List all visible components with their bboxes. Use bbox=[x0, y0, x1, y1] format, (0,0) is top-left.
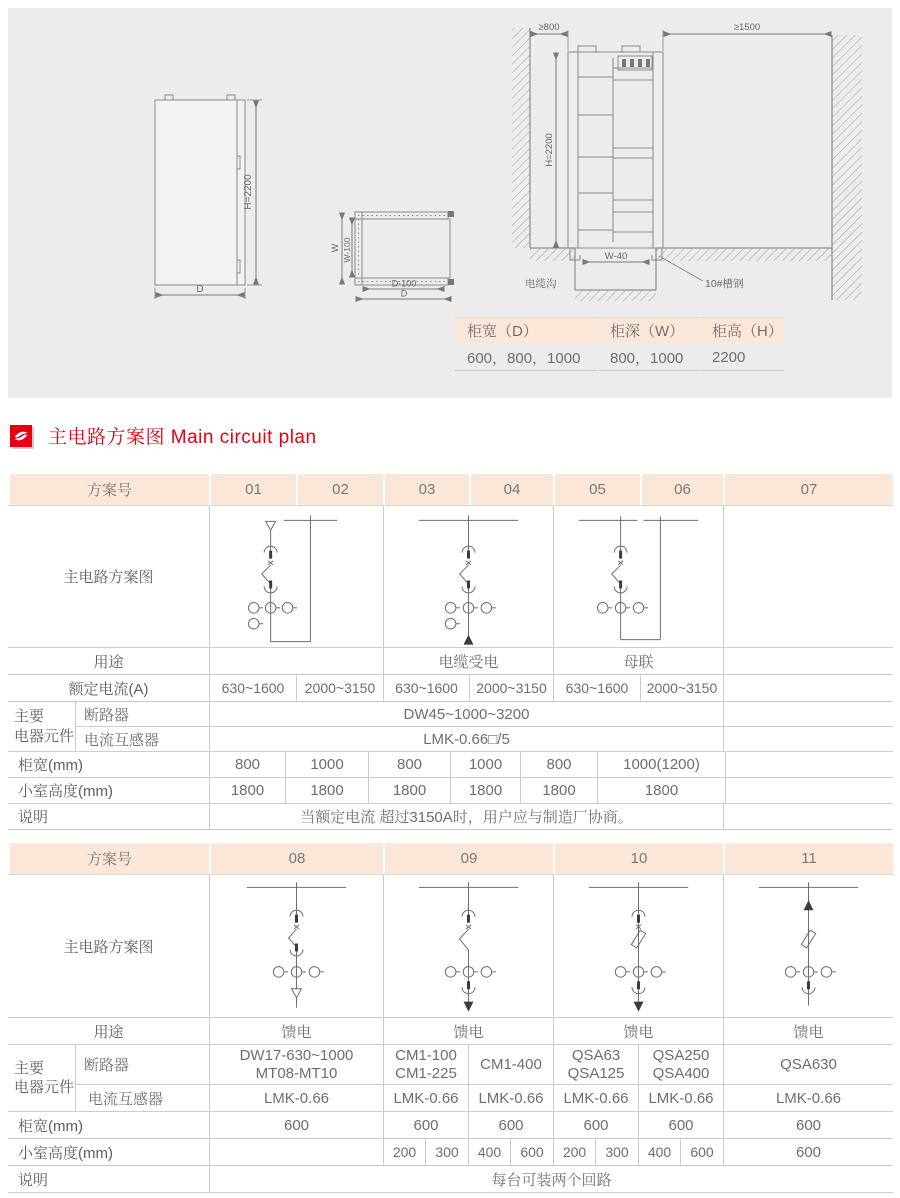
t2-width-08: 600 bbox=[209, 1112, 383, 1138]
t1-header-03: 03 bbox=[383, 474, 469, 505]
top-view-inner-width-dim: W-100 bbox=[342, 237, 352, 263]
t1-note-value: 当额定电流 超过3150A时，用户应与制造厂协商。 bbox=[209, 804, 723, 829]
main-circuit-table-01-07 bbox=[8, 474, 893, 830]
t1-header-02: 02 bbox=[296, 474, 383, 505]
t1-usage-01-02 bbox=[209, 648, 383, 674]
install-height-dim: H=2200 bbox=[544, 133, 555, 167]
scheme-01-02-diagram bbox=[209, 506, 383, 647]
t1-height-03: 1800 bbox=[368, 778, 450, 803]
t1-current-06: 2000~3150 bbox=[640, 675, 723, 701]
section-title: 主电路方案图 Main circuit plan bbox=[48, 427, 317, 448]
t2-height-11: 600 bbox=[723, 1139, 893, 1165]
t1-breaker-label: 断路器 bbox=[76, 702, 209, 727]
t2-width-09a: 600 bbox=[383, 1112, 468, 1138]
t1-height-label: 小室高度(mm) bbox=[18, 783, 113, 800]
t2-usage-08: 馈电 bbox=[209, 1018, 383, 1044]
dim-value-height: 2200 bbox=[700, 344, 784, 371]
t2-diagram-row-label: 主电路方案图 bbox=[63, 938, 154, 956]
t1-header-01: 01 bbox=[209, 474, 296, 505]
t1-height-02: 1800 bbox=[285, 778, 368, 803]
dim-col-header-height: 柜高（H） bbox=[700, 317, 784, 343]
scheme-07-diagram-empty bbox=[723, 506, 893, 647]
t1-current-07 bbox=[723, 675, 893, 701]
t2-header-11: 11 bbox=[723, 843, 893, 874]
t2-breaker-11: QSA630 bbox=[724, 1045, 893, 1085]
technical-drawings-panel bbox=[8, 8, 892, 398]
t1-header-06: 06 bbox=[640, 474, 723, 505]
dim-col-header-depth: 柜深（W） bbox=[598, 317, 699, 343]
base-width-dim: W-40 bbox=[604, 251, 628, 262]
t2-height-09-3: 400 bbox=[468, 1139, 510, 1165]
top-view-inner-depth-dim: D-100 bbox=[391, 278, 417, 289]
right-clearance-dim: ≥1500 bbox=[733, 22, 761, 33]
t2-breaker-09a: CM1-100 CM1-225 bbox=[384, 1045, 468, 1085]
t2-breaker-08: DW17-630~1000 MT08-MT10 bbox=[210, 1045, 383, 1085]
scheme-03-04-diagram bbox=[383, 506, 553, 647]
t2-ct-09b: LMK-0.66 bbox=[478, 1089, 544, 1107]
t1-width-03: 800 bbox=[368, 752, 450, 777]
t2-breaker-10a: QSA63 QSA125 bbox=[554, 1045, 638, 1085]
t2-height-10-1: 200 bbox=[553, 1139, 595, 1165]
t1-width-01: 800 bbox=[209, 752, 285, 777]
top-view-width-dim: W bbox=[330, 243, 340, 253]
t2-ct-10b: LMK-0.66 bbox=[648, 1089, 714, 1107]
t1-usage-label: 用途 bbox=[93, 653, 124, 671]
t1-note-label: 说明 bbox=[18, 809, 49, 826]
scheme-11-diagram bbox=[723, 875, 893, 1017]
t1-height-04: 1800 bbox=[450, 778, 520, 803]
cabinet-installation-view bbox=[512, 22, 862, 301]
t2-height-10-4: 600 bbox=[680, 1139, 723, 1165]
channel-steel-label: 10#槽钢 bbox=[705, 278, 744, 290]
t1-usage-07 bbox=[723, 648, 893, 674]
t2-height-label: 小室高度(mm) bbox=[18, 1144, 113, 1162]
brand-logo-icon bbox=[10, 425, 32, 447]
side-view-height-dim: H=2200 bbox=[243, 174, 254, 210]
scheme-08-diagram bbox=[209, 875, 383, 1017]
t2-note-value: 每台可装两个回路 bbox=[209, 1166, 893, 1192]
cable-trench-label: 电缆沟 bbox=[525, 278, 557, 290]
t2-height-08 bbox=[209, 1139, 383, 1165]
t2-breaker-label: 断路器 bbox=[76, 1045, 209, 1085]
t1-header-07: 07 bbox=[723, 474, 893, 505]
t2-height-09-4: 600 bbox=[510, 1139, 553, 1165]
t2-header-09: 09 bbox=[383, 843, 553, 874]
t1-header-05: 05 bbox=[553, 474, 640, 505]
t1-header-04: 04 bbox=[469, 474, 553, 505]
t1-ct-value: LMK-0.66□/5 bbox=[423, 730, 510, 748]
t1-header-scheme-label: 方案号 bbox=[8, 474, 209, 505]
t2-note-label: 说明 bbox=[18, 1171, 49, 1189]
t2-height-10-3: 400 bbox=[638, 1139, 680, 1165]
t2-width-09b: 600 bbox=[468, 1112, 553, 1138]
t2-breaker-10b: QSA250 QSA400 bbox=[639, 1045, 723, 1085]
scheme-09-diagram bbox=[383, 875, 553, 1017]
t2-header-10: 10 bbox=[553, 843, 723, 874]
t2-width-label: 柜宽(mm) bbox=[18, 1117, 83, 1135]
main-circuit-table-08-11 bbox=[8, 843, 893, 1193]
cabinet-dimension-table bbox=[455, 317, 785, 371]
t1-height-06: 1800 bbox=[597, 778, 725, 803]
t2-usage-11: 馈电 bbox=[723, 1018, 893, 1044]
t1-components-group-label: 主要 电器元件 bbox=[14, 708, 75, 745]
cabinet-side-view bbox=[155, 95, 262, 299]
t1-note-07 bbox=[723, 804, 893, 829]
t2-ct-11: LMK-0.66 bbox=[775, 1089, 842, 1107]
t1-usage-05-06: 母联 bbox=[553, 648, 723, 674]
t2-header-08: 08 bbox=[209, 843, 383, 874]
t1-ct-label: 电流互感器 bbox=[84, 731, 160, 749]
t1-current-01: 630~1600 bbox=[209, 675, 296, 701]
t2-components-group-label: 主要 电器元件 bbox=[14, 1059, 75, 1096]
side-view-depth-dim: D bbox=[196, 284, 204, 295]
t2-breaker-09b: CM1-400 bbox=[469, 1045, 553, 1085]
t1-current-04: 2000~3150 bbox=[469, 675, 553, 701]
t2-ct-10a: LMK-0.66 bbox=[563, 1089, 629, 1107]
t2-height-10-2: 300 bbox=[595, 1139, 638, 1165]
t1-current-02: 2000~3150 bbox=[296, 675, 383, 701]
t2-width-10b: 600 bbox=[638, 1112, 723, 1138]
dim-value-width: 600，800，1000 bbox=[455, 344, 597, 371]
t1-current-03: 630~1600 bbox=[383, 675, 469, 701]
t2-usage-09: 馈电 bbox=[383, 1018, 553, 1044]
t2-height-09-1: 200 bbox=[383, 1139, 425, 1165]
t2-usage-10: 馈电 bbox=[553, 1018, 723, 1044]
t1-diagram-row-label: 主电路方案图 bbox=[63, 569, 154, 586]
section-header bbox=[10, 422, 317, 449]
t1-width-label: 柜宽(mm) bbox=[18, 757, 83, 774]
t1-height-01: 1800 bbox=[209, 778, 285, 803]
t1-ct-07 bbox=[724, 727, 893, 751]
t2-width-11: 600 bbox=[723, 1112, 893, 1138]
t2-usage-label: 用途 bbox=[93, 1023, 124, 1041]
t1-current-05: 630~1600 bbox=[553, 675, 640, 701]
dim-col-header-width: 柜宽（D） bbox=[455, 317, 597, 343]
t1-height-07 bbox=[725, 778, 893, 803]
t2-header-scheme-label: 方案号 bbox=[8, 843, 209, 874]
t2-height-09-2: 300 bbox=[425, 1139, 468, 1165]
t1-width-07 bbox=[725, 752, 893, 777]
t1-width-02: 1000 bbox=[285, 752, 368, 777]
t1-breaker-value: DW45~1000~3200 bbox=[210, 702, 723, 727]
t1-breaker-07 bbox=[724, 702, 893, 727]
left-clearance-dim: ≥800 bbox=[538, 22, 560, 33]
scheme-05-06-diagram bbox=[553, 506, 723, 647]
dim-value-depth: 800，1000 bbox=[598, 344, 699, 371]
t2-ct-label: 电流互感器 bbox=[88, 1090, 164, 1108]
t1-width-06: 1000(1200) bbox=[597, 752, 725, 777]
scheme-10-diagram bbox=[553, 875, 723, 1017]
t1-width-05: 800 bbox=[520, 752, 597, 777]
t2-width-10a: 600 bbox=[553, 1112, 638, 1138]
cabinet-top-view bbox=[330, 211, 454, 299]
top-view-depth-dim: D bbox=[400, 288, 408, 299]
t1-width-04: 1000 bbox=[450, 752, 520, 777]
t2-ct-08: LMK-0.66 bbox=[263, 1089, 330, 1107]
t1-usage-03-04: 电缆受电 bbox=[383, 648, 553, 674]
t1-height-05: 1800 bbox=[520, 778, 597, 803]
t1-current-label: 额定电流(A) bbox=[68, 680, 149, 698]
t2-ct-09a: LMK-0.66 bbox=[393, 1089, 459, 1107]
